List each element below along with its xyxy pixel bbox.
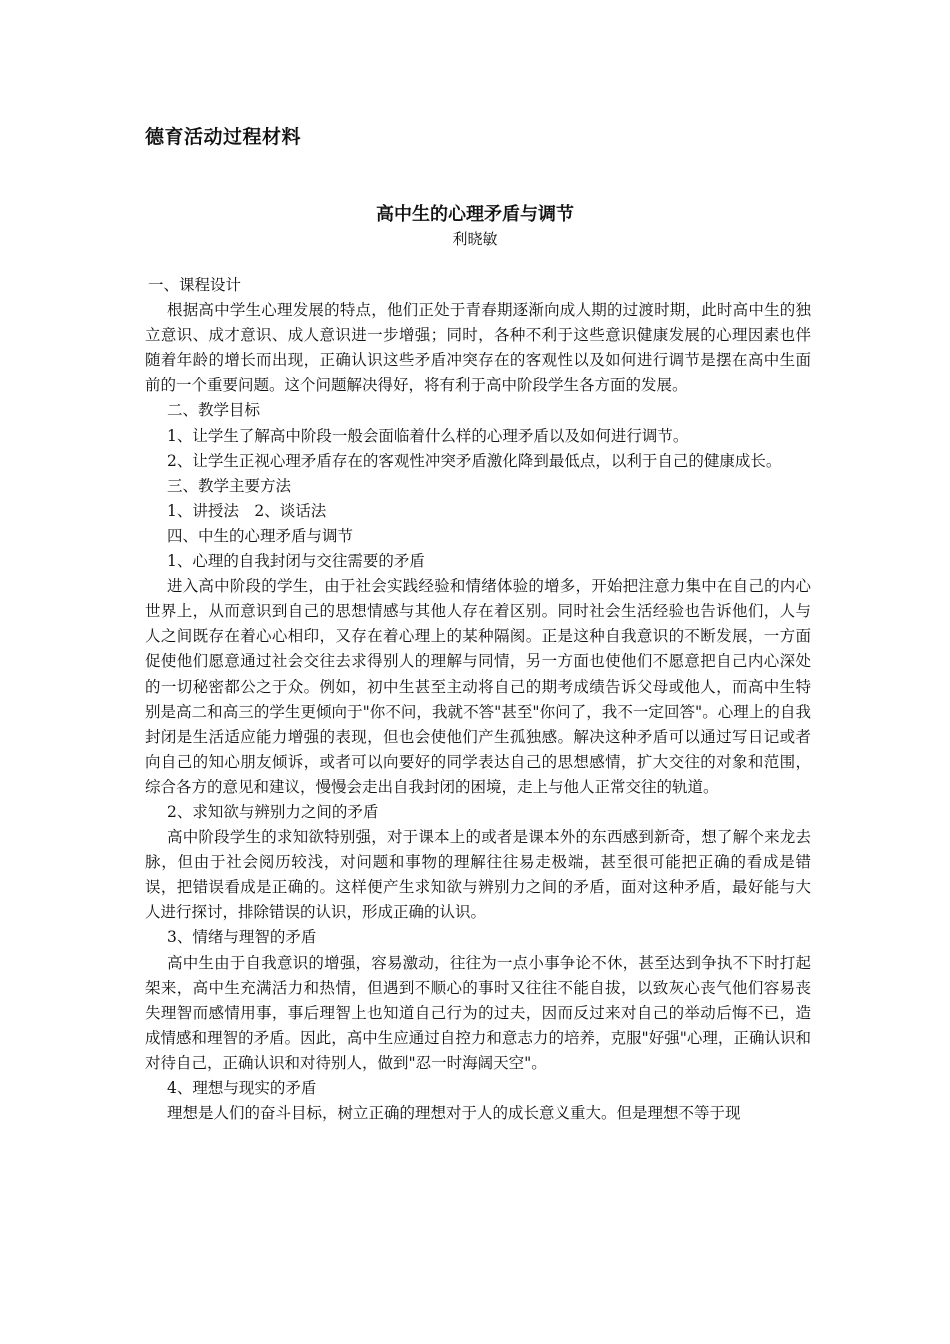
paragraph-course-design: 根据高中学生心理发展的特点，他们正处于青春期逐渐向成人期的过渡时期，此时高中生的独立意识、成才意识、成人意识进一步增强；同时，各种不利于这些意识健康发展的心理因素也伴随着年龄的增长而出现，正确认识这些矛盾冲突存在的客观性以及如何进行调节是摆在高中生面前的一个重要问题。这个问题解决得好，将有利于高中阶段学生各方面的发展。	[145, 301, 811, 395]
section-heading-contradictions: 四、中生的心理矛盾与调节	[167, 526, 354, 545]
subheading-self-isolation: 1、心理的自我封闭与交往需要的矛盾	[167, 552, 425, 571]
list-item-goal-1: 1、让学生了解高中阶段一般会面临着什么样的心理矛盾以及如何进行调节。	[167, 426, 689, 445]
document-header-label: 德育活动过程材料	[145, 126, 302, 148]
subheading-curiosity-judgement: 2、求知欲与辨别力之间的矛盾	[167, 802, 379, 821]
list-item-goal-2: 2、让学生正视心理矛盾存在的客观性冲突矛盾激化降到最低点，以利于自己的健康成长。	[167, 451, 782, 470]
teaching-methods-list: 1、讲授法 2、谈话法	[167, 501, 327, 520]
section-heading-teaching-methods: 三、教学主要方法	[167, 476, 292, 495]
subheading-emotion-reason: 3、情绪与理智的矛盾	[167, 928, 317, 947]
paragraph-curiosity-judgement: 高中阶段学生的求知欲特别强，对于课本上的或者是课本外的东西感到新奇，想了解个来龙去脉，但由于社会阅历较浅，对问题和事物的理解往往易走极端，甚至很可能把正确的看成是错误，把错误看成是正确的。这样便产生求知欲与辨别力之间的矛盾，面对这种矛盾，最好能与大人进行探讨，排除错误的认识，形成正确的认识。	[145, 828, 811, 922]
paragraph-emotion-reason: 高中生由于自我意识的增强，容易激动，往往为一点小事争论不休，甚至达到争执不下时打起架来，高中生充满活力和热情，但遇到不顺心的事时又往往不能自拔，以致灰心丧气他们容易丧失理智而感情用事，事后理智上也知道自己行为的过夫，因而反过来对自己的举动后悔不已，造成情感和理智的矛盾。因此，高中生应通过自控力和意志力的培养，克服"好强"心理，正确认识和对待自己，正确认识和对待别人，做到"忍一时海阔天空"。	[145, 953, 811, 1072]
subheading-ideal-reality: 4、理想与现实的矛盾	[167, 1079, 317, 1097]
section-heading-teaching-goals: 二、教学目标	[167, 401, 261, 420]
article-body	[145, 273, 811, 1126]
paragraph-self-isolation: 进入高中阶段的学生，由于社会实践经验和情绪体验的增多，开始把注意力集中在自己的内心世界上，从而意识到自己的思想情感与其他人存在着区别。同时社会生活经验也告诉他们，人与人之间既存在着心心相印，又存在着心理上的某种隔阂。正是这种自我意识的不断发展，一方面促使他们愿意通过社会交往去求得别人的理解与同情，另一方面也使他们不愿意把自己内心深处的一切秘密都公之于众。例如，初中生甚至主动将自己的期考成绩告诉父母或他人，而高中生特别是高二和高三的学生更倾向于"你不问，我就不答"甚至"你问了，我不一定回答"。心理上的自我封闭是生活适应能力增强的表现，但也会使他们产生孤独感。解决这种矛盾可以通过写日记或者向自己的知心朋友倾诉，或者可以向要好的同学表达自己的思想感情，扩大交往的对象和范围，综合各方的意见和建议，慢慢会走出自我封闭的困境，走上与他人正常交往的轨道。	[145, 577, 811, 796]
article-author: 利晓敏	[452, 230, 498, 248]
section-heading-course-design: 一、课程设计	[148, 276, 242, 294]
paragraph-ideal-reality: 理想是人们的奋斗目标，树立正确的理想对于人的成长意义重大。但是理想不等于现	[167, 1104, 741, 1123]
article-title: 高中生的心理矛盾与调节	[376, 204, 574, 225]
